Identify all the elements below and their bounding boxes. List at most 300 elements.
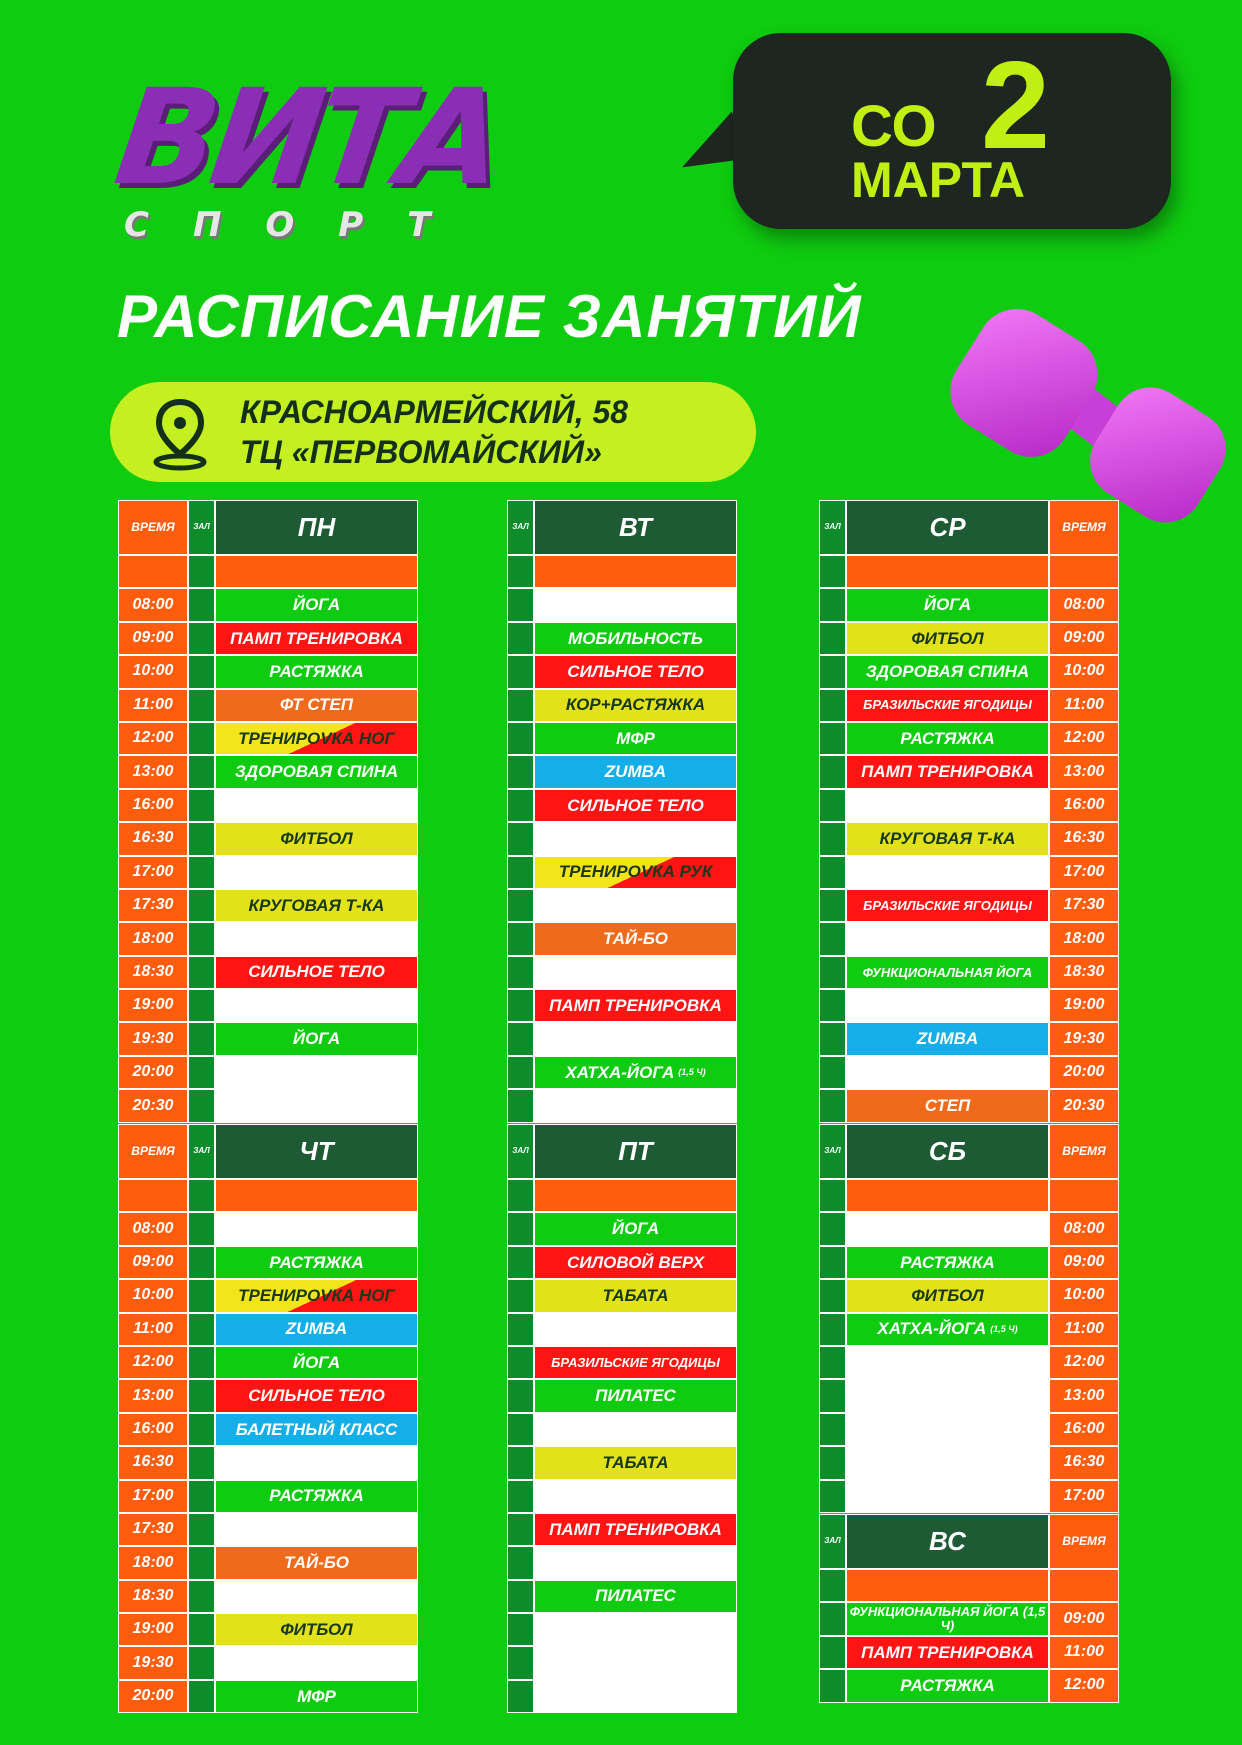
time-cell: 13:00 [1049,1379,1119,1412]
activity-cell [215,1580,418,1613]
activity-cell [846,1569,1049,1602]
activity-name: ПИЛАТЕС [595,1586,676,1606]
schedule-row [118,1346,418,1379]
location-pin-icon [150,396,210,472]
hall-column-label: ЗАЛ [507,500,534,555]
activity-cell [534,1022,737,1055]
hall-cell [507,1346,534,1379]
activity-cell [534,1346,737,1379]
activity-cell [846,755,1049,788]
hall-cell [188,1546,215,1579]
activity-cell [215,989,418,1022]
hall-cell [188,922,215,955]
schedule-row [819,1089,1119,1122]
hall-cell [507,989,534,1022]
time-cell: 18:00 [118,1546,188,1579]
schedule-row [118,789,418,822]
schedule-row [507,655,737,688]
day-header-row [507,500,737,555]
spacer-row [507,555,737,588]
schedule-row [819,755,1119,788]
activity-name: ZUMBA [604,762,667,782]
activity-name: ЗДОРОВАЯ СПИНА [865,661,1030,681]
hall-cell [188,588,215,621]
hall-cell [819,1602,846,1635]
activity-name: ЗДОРОВАЯ СПИНА [234,762,399,782]
activity-cell [215,1446,418,1479]
hall-cell [188,856,215,889]
hall-cell [507,1413,534,1446]
hall-cell [819,655,846,688]
hall-cell [507,1056,534,1089]
time-cell: 20:30 [118,1089,188,1122]
schedule-row [118,1513,418,1546]
activity-cell [215,1613,418,1646]
address-line-1: КРАСНОАРМЕЙСКИЙ, 58 [240,394,629,430]
activity-name: ЙОГА [923,595,972,615]
page-title: РАСПИСАНИЕ ЗАНЯТИЙ [117,283,862,350]
time-cell [1049,555,1119,588]
schedule-row [507,789,737,822]
hall-cell [188,956,215,989]
schedule-row [118,1413,418,1446]
time-cell: 18:00 [118,922,188,955]
time-cell: 18:00 [1049,922,1119,955]
activity-cell [215,1022,418,1055]
schedule-row [819,689,1119,722]
time-cell: 17:30 [118,889,188,922]
time-cell: 16:00 [1049,789,1119,822]
activity-cell [534,1446,737,1479]
time-cell: 09:00 [1049,1246,1119,1279]
activity-name: БРАЗИЛЬСКИЕ ЯГОДИЦЫ [863,697,1032,713]
day-name: ВС [846,1514,1049,1569]
activity-cell [215,956,418,989]
schedule-row [507,1379,737,1412]
hall-cell [819,1569,846,1602]
hall-cell [507,1179,534,1212]
hall-cell [507,1246,534,1279]
activity-name: СИЛЬНОЕ ТЕЛО [567,661,704,681]
time-cell: 08:00 [1049,1212,1119,1245]
activity-cell [534,989,737,1022]
activity-cell [215,1480,418,1513]
activity-cell [534,1379,737,1412]
activity-name: ПАМП ТРЕНИРОВКА [861,1642,1034,1662]
activity-name: КРУГОВАЯ Т-КА [879,828,1016,848]
hall-cell [507,1513,534,1546]
schedule-row [507,922,737,955]
day-block-1 [507,500,737,1123]
activity-name: ХАТХА-ЙОГА [877,1319,987,1339]
activity-cell [846,1179,1049,1212]
activity-cell [215,1279,418,1312]
time-cell: 19:00 [1049,989,1119,1022]
hall-cell [819,789,846,822]
hall-cell [819,689,846,722]
day-block-0 [118,500,418,1123]
time-cell: 17:00 [118,1480,188,1513]
time-cell: 11:00 [118,1313,188,1346]
activity-cell [534,1212,737,1245]
activity-cell [846,1089,1049,1122]
activity-cell [846,622,1049,655]
schedule-row [118,856,418,889]
activity-cell [534,822,737,855]
schedule-row [819,1446,1119,1479]
schedule-row [507,856,737,889]
schedule-row [819,1346,1119,1379]
schedule-row [507,622,737,655]
activity-cell [215,1313,418,1346]
hall-cell [507,1379,534,1412]
activity-cell [846,789,1049,822]
schedule-row [507,822,737,855]
hall-cell [819,1636,846,1669]
hall-cell [819,922,846,955]
activity-name: РАСТЯЖКА [900,728,995,748]
time-cell: 19:30 [1049,1022,1119,1055]
activity-cell [846,1602,1049,1635]
hall-cell [188,1480,215,1513]
hall-cell [188,1246,215,1279]
schedule-row [507,722,737,755]
schedule-row [507,1346,737,1379]
activity-name: ФТ СТЕП [280,695,353,715]
schedule-row [118,689,418,722]
time-cell: 13:00 [1049,755,1119,788]
activity-cell [215,755,418,788]
hall-cell [188,622,215,655]
start-prefix: СО [851,94,937,159]
hall-cell [188,822,215,855]
schedule-row [507,1546,737,1579]
activity-cell [215,889,418,922]
time-cell: 10:00 [1049,1279,1119,1312]
brand-logo: ВИТА [107,61,509,215]
hall-cell [188,1212,215,1245]
hall-cell [819,555,846,588]
time-cell: 11:00 [118,689,188,722]
hall-cell [188,1379,215,1412]
hall-cell [507,789,534,822]
hall-cell [819,1022,846,1055]
hall-cell [507,655,534,688]
activity-name: ФИТБОЛ [280,1619,353,1639]
activity-cell [215,1179,418,1212]
time-cell: 09:00 [1049,622,1119,655]
spacer-row [819,555,1119,588]
hall-cell [188,1513,215,1546]
hall-cell [188,555,215,588]
hall-cell [507,1613,534,1646]
activity-cell [846,1022,1049,1055]
activity-name: РАСТЯЖКА [900,1675,995,1695]
time-column-label: ВРЕМЯ [118,1124,188,1179]
day-header-row [118,1124,418,1179]
hall-cell [507,922,534,955]
schedule-row [819,856,1119,889]
schedule-row [507,1022,737,1055]
spacer-row [819,1569,1119,1602]
hall-cell [819,1279,846,1312]
hall-cell [507,1646,534,1679]
time-cell: 19:00 [118,989,188,1022]
hall-cell [507,956,534,989]
activity-cell [534,722,737,755]
schedule-row [819,1279,1119,1312]
activity-cell [215,1513,418,1546]
schedule-row [118,1089,418,1122]
day-name: ЧТ [215,1124,418,1179]
activity-cell [215,922,418,955]
hall-cell [188,722,215,755]
schedule-row [118,722,418,755]
activity-name: ZUMBA [285,1319,348,1339]
schedule-row [507,1246,737,1279]
start-day: 2 [981,37,1050,175]
time-cell [1049,1569,1119,1602]
activity-cell [846,555,1049,588]
time-cell: 16:00 [1049,1413,1119,1446]
schedule-row [118,1212,418,1245]
activity-cell [215,856,418,889]
hall-cell [819,1346,846,1379]
hall-cell [188,1056,215,1089]
hall-cell [819,1669,846,1702]
activity-name: ТАЙ-БО [603,929,668,949]
time-cell: 16:00 [118,1413,188,1446]
time-cell: 12:00 [1049,1669,1119,1702]
activity-cell [534,622,737,655]
address-pill [110,382,756,482]
schedule-row [507,956,737,989]
schedule-row [819,989,1119,1022]
hall-cell [188,1089,215,1122]
activity-name: МОБИЛЬНОСТЬ [568,628,703,648]
day-name: ВТ [534,500,737,555]
schedule-row [507,1313,737,1346]
time-cell [118,1179,188,1212]
hall-cell [188,889,215,922]
activity-name: КРУГОВАЯ Т-КА [248,895,385,915]
time-cell: 10:00 [118,1279,188,1312]
hall-cell [188,1646,215,1679]
brand-logo-sub: СПОРТ [124,205,475,245]
activity-cell [534,1513,737,1546]
hall-cell [507,1446,534,1479]
activity-cell [846,922,1049,955]
time-cell: 17:00 [1049,1480,1119,1513]
activity-cell [215,1680,418,1713]
activity-name: ПИЛАТЕС [595,1386,676,1406]
time-cell: 20:30 [1049,1089,1119,1122]
hall-cell [507,1546,534,1579]
schedule-row [507,1089,737,1122]
activity-cell [846,722,1049,755]
time-cell: 17:00 [118,856,188,889]
schedule-row [118,922,418,955]
time-cell: 11:00 [1049,1313,1119,1346]
time-cell [1049,1179,1119,1212]
hall-cell [188,1313,215,1346]
activity-name: ЙОГА [611,1219,660,1239]
activity-cell [534,689,737,722]
activity-name: ZUMBA [916,1029,979,1049]
schedule-row [507,588,737,621]
schedule-row [118,1022,418,1055]
activity-cell [534,755,737,788]
activity-name: ПАМП ТРЕНИРОВКА [861,762,1034,782]
hall-cell [188,1346,215,1379]
hall-cell [188,1179,215,1212]
spacer-row [118,1179,418,1212]
time-cell: 17:30 [1049,889,1119,922]
time-column-label: ВРЕМЯ [1049,500,1119,555]
hall-cell [507,755,534,788]
hall-cell [819,956,846,989]
time-cell: 11:00 [1049,689,1119,722]
day-header-row [507,1124,737,1179]
time-cell: 12:00 [118,1346,188,1379]
activity-cell [215,689,418,722]
time-cell: 09:00 [1049,1602,1119,1635]
activity-cell [534,1056,737,1089]
schedule-row [819,1669,1119,1702]
schedule-row [118,1580,418,1613]
activity-cell [846,655,1049,688]
schedule-row [819,588,1119,621]
schedule-row [118,1379,418,1412]
dumbbell-icon [948,300,1240,525]
hall-cell [819,622,846,655]
hall-cell [188,689,215,722]
activity-name: СИЛЬНОЕ ТЕЛО [248,1386,385,1406]
activity-name: ТАБАТА [602,1285,669,1305]
time-cell: 13:00 [118,755,188,788]
activity-name: ТАЙ-БО [284,1553,349,1573]
activity-cell [534,789,737,822]
activity-cell [215,1646,418,1679]
hall-cell [507,722,534,755]
schedule-row [819,889,1119,922]
hall-cell [507,555,534,588]
schedule-row [118,1680,418,1713]
time-cell: 16:30 [118,822,188,855]
schedule-row [819,1413,1119,1446]
activity-cell [215,1546,418,1579]
time-cell: 16:30 [1049,822,1119,855]
activity-cell [215,1413,418,1446]
schedule-row [819,956,1119,989]
hall-column-label: ЗАЛ [188,500,215,555]
hall-cell [507,1480,534,1513]
activity-cell [215,655,418,688]
hall-cell [819,1179,846,1212]
activity-cell [846,956,1049,989]
day-block-2 [819,500,1119,1123]
schedule-row [819,1022,1119,1055]
activity-note: (1,5 Ч) [990,1323,1018,1334]
hall-cell [819,856,846,889]
time-cell: 17:00 [1049,856,1119,889]
hall-cell [507,1313,534,1346]
activity-cell [534,588,737,621]
activity-name: ЙОГА [292,1029,341,1049]
activity-cell [534,1613,737,1646]
schedule-row [118,1246,418,1279]
activity-name: ПАМП ТРЕНИРОВКА [549,995,722,1015]
activity-cell [846,689,1049,722]
time-cell: 08:00 [118,1212,188,1245]
activity-cell [846,1279,1049,1312]
schedule-row [118,1480,418,1513]
hall-cell [188,989,215,1022]
schedule-row [819,1480,1119,1513]
hall-cell [819,889,846,922]
hall-cell [819,722,846,755]
activity-cell [534,1546,737,1579]
schedule-row [507,1580,737,1613]
time-cell: 12:00 [1049,722,1119,755]
activity-name: ТРЕНИРОVКА РУК [558,862,713,882]
activity-name: БАЛЕТНЫЙ КЛАСС [235,1419,398,1439]
activity-cell [215,1246,418,1279]
activity-name: РАСТЯЖКА [269,1252,364,1272]
time-cell: 09:00 [118,622,188,655]
hall-cell [188,1680,215,1713]
activity-cell [846,889,1049,922]
time-cell: 09:00 [118,1246,188,1279]
activity-name: ПАМП ТРЕНИРОВКА [230,628,403,648]
time-cell: 20:00 [118,1680,188,1713]
schedule-row [507,1646,737,1679]
time-cell: 10:00 [118,655,188,688]
schedule-row [819,1246,1119,1279]
hall-cell [507,889,534,922]
hall-cell [507,1580,534,1613]
activity-cell [215,1379,418,1412]
hall-cell [507,1279,534,1312]
activity-cell [534,1580,737,1613]
activity-cell [215,1346,418,1379]
hall-cell [507,1089,534,1122]
hall-cell [507,622,534,655]
activity-name: ФИТБОЛ [911,1285,984,1305]
time-cell: 20:00 [118,1056,188,1089]
day-name: СР [846,500,1049,555]
activity-cell [846,1313,1049,1346]
schedule-row [507,889,737,922]
activity-cell [215,1056,418,1089]
activity-cell [846,1413,1049,1446]
schedule-row [819,789,1119,822]
activity-cell [846,1446,1049,1479]
activity-name: ФИТБОЛ [911,628,984,648]
day-header-row [118,500,418,555]
hall-cell [507,1212,534,1245]
schedule-row [507,1056,737,1089]
activity-cell [846,1246,1049,1279]
hall-cell [819,1089,846,1122]
activity-name: РАСТЯЖКА [269,661,364,681]
time-column-label: ВРЕМЯ [118,500,188,555]
schedule-row [507,1613,737,1646]
schedule-row [507,755,737,788]
day-name: ПН [215,500,418,555]
activity-cell [215,622,418,655]
schedule-row [507,1413,737,1446]
